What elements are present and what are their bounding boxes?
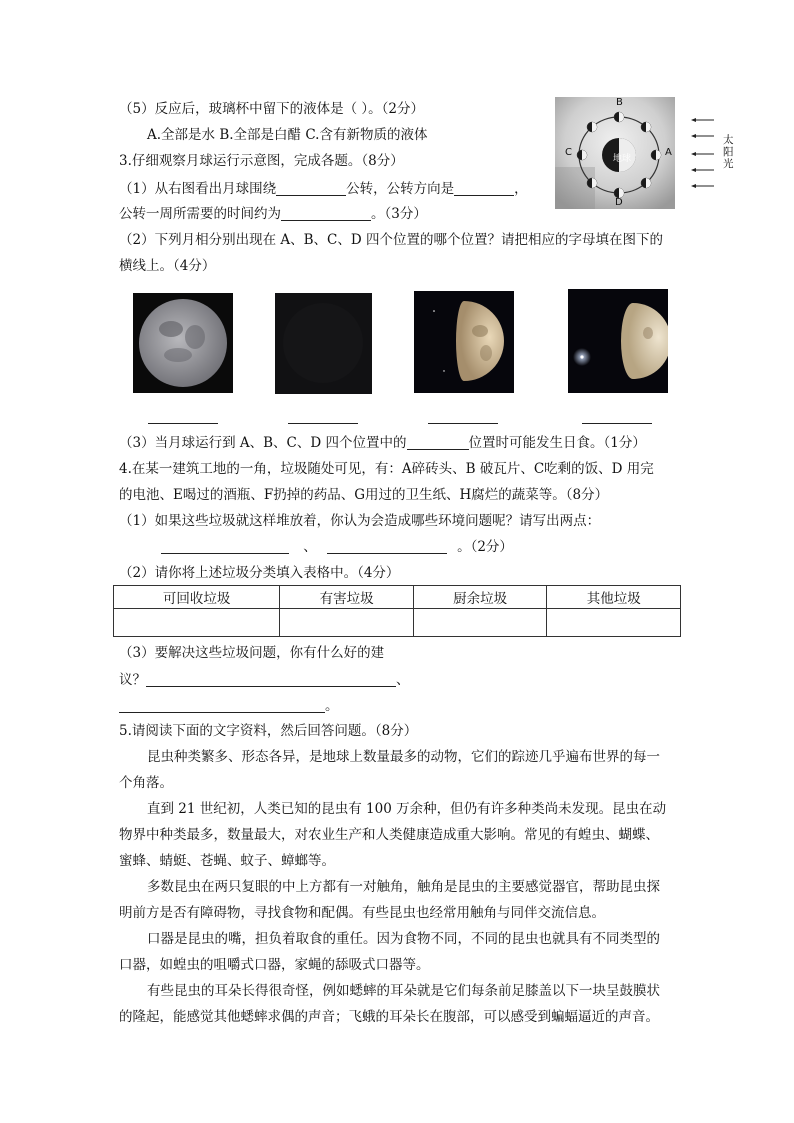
phase-answer-blank-3[interactable]: [428, 422, 498, 424]
q5-para5-line1: 有些昆虫的耳朵长得很奇怪，例如蟋蟀的耳朵就是它们每条前足膝盖以下一块呈鼓膜状: [147, 983, 660, 999]
question-3-3: [119, 434, 646, 452]
question-3-title: 3.仔细观察月球运行示意图，完成各题。（8分）: [119, 153, 404, 169]
answer-blank-eclipse[interactable]: [407, 435, 469, 450]
cell-kitchen[interactable]: [413, 609, 547, 637]
q5-para5-line2: 的隆起，能感觉其他蟋蟀求偶的声音；飞蛾的耳朵长在腹部，可以感受到蝙蝠逼近的声音。: [119, 1009, 659, 1025]
question-4-title: 4.在某一建筑工地的一角，垃圾随处可见，有：A碎砖头、B 破瓦片、C吃剩的饭、D 用完: [119, 461, 654, 477]
q3-3-text-b: 位置时可能发生日食。（1分）: [468, 435, 646, 451]
answer-blank-period[interactable]: [281, 206, 371, 221]
header-hazardous: 有害垃圾: [280, 586, 414, 609]
position-label-a: A: [665, 147, 672, 158]
q5-para4-line2: 口器，如蝗虫的咀嚼式口器，家蝇的舔吸式口器等。: [119, 957, 430, 973]
q3-1-text-c: ，: [514, 181, 528, 197]
answer-blank-orbit-center[interactable]: [276, 181, 346, 196]
cell-other[interactable]: [547, 609, 681, 637]
q4-1-sep: 、: [303, 539, 317, 555]
sunlight-arrows-svg: [690, 114, 714, 194]
sunlight-label: 太阳光: [723, 134, 734, 170]
moon-photo-full-moon: [133, 293, 233, 393]
first-quarter-moon-icon: [414, 291, 514, 393]
answer-blank-direction[interactable]: [454, 181, 514, 196]
answer-blank-suggestion-2[interactable]: [119, 698, 325, 713]
earth-label: 地球: [613, 154, 632, 164]
full-moon-icon: [133, 293, 233, 393]
position-label-b: B: [616, 97, 623, 108]
question-4-title-cont: 的电池、E喝过的酒瓶、F扔掉的药品、G用过的卫生纸、H腐烂的蔬菜等。（8分）: [119, 487, 609, 503]
q3-1-text-d: 公转一周所需要的时间约为: [119, 206, 281, 222]
header-kitchen: 厨余垃圾: [413, 586, 547, 609]
moon-photo-first-quarter: [414, 291, 514, 393]
question-4-2: （2）请你将上述垃圾分类填入表格中。（4分）: [119, 565, 400, 581]
q5-para2-line2: 物界中种类最多，数量最大，对农业生产和人类健康造成重大影响。常见的有蝗虫、蝴蝶、: [119, 827, 659, 843]
q4-3-end: 。: [325, 698, 339, 714]
q3-1-text-a: （1）从右图看出月球围绕: [119, 181, 277, 197]
question-3-1-cont: [119, 205, 427, 223]
question-3-1: [119, 180, 528, 198]
q4-3-text-b: 议？: [119, 672, 146, 688]
q5-para1-line2: 个角落。: [119, 775, 173, 791]
answer-blank-suggestion-1[interactable]: [146, 672, 396, 687]
moon-photo-crescent: [568, 289, 668, 393]
question-2-5-options: A.全部是水 B.全部是白醋 C.含有新物质的液体: [147, 127, 428, 143]
q3-1-text-e: 。（3分）: [371, 206, 427, 222]
moon-photo-new-moon: [275, 293, 372, 394]
header-other: 其他垃圾: [547, 586, 681, 609]
question-3-2: （2）下列月相分别出现在 A、B、C、D 四个位置的哪个位置？请把相应的字母填在图下的: [119, 232, 663, 248]
answer-blank-problem-1[interactable]: [161, 539, 289, 554]
question-5-title: 5.请阅读下面的文字资料，然后回答问题。（8分）: [119, 723, 418, 739]
waste-classification-table: [113, 585, 681, 637]
q4-3-sep: 、: [396, 672, 410, 688]
question-4-3-cont: [119, 671, 410, 689]
answer-blank-problem-2[interactable]: [327, 539, 447, 554]
question-2-5: （5）反应后，玻璃杯中留下的液体是（ ）。（2分）: [119, 101, 424, 117]
phase-answer-blank-2[interactable]: [288, 422, 358, 424]
crescent-moon-icon: [568, 289, 668, 393]
moon-orbit-diagram: [555, 97, 675, 209]
question-4-3-cont2: [119, 697, 339, 715]
position-label-d: D: [615, 197, 623, 208]
table-row: [114, 609, 681, 637]
q3-3-text-a: （3）当月球运行到 A、B、C、D 四个位置中的: [119, 435, 407, 451]
header-recyclable: 可回收垃圾: [114, 586, 280, 609]
question-4-1-answers: [161, 538, 513, 556]
question-3-2-cont: 横线上。（4分）: [119, 258, 216, 274]
q5-para3-line2: 明前方是否有障碍物，寻找食物和配偶。有些昆虫也经常用触角与同伴交流信息。: [119, 905, 605, 921]
cell-hazardous[interactable]: [280, 609, 414, 637]
q5-para2-line3: 蜜蜂、蜻蜓、苍蝇、蚊子、蟑螂等。: [119, 853, 335, 869]
q5-para1-line1: 昆虫种类繁多、形态各异，是地球上数量最多的动物，它们的踪迹几乎遍布世界的每一: [147, 749, 660, 765]
position-label-c: C: [565, 147, 572, 158]
question-4-1: （1）如果这些垃圾就这样堆放着，你认为会造成哪些环境问题呢？请写出两点：: [119, 513, 601, 529]
phase-answer-blank-4[interactable]: [582, 422, 652, 424]
table-header-row: [114, 586, 681, 609]
q5-para3-line1: 多数昆虫在两只复眼的中上方都有一对触角，触角是昆虫的主要感觉器官，帮助昆虫探: [147, 879, 660, 895]
question-4-3: （3）要解决这些垃圾问题，你有什么好的建: [119, 645, 385, 661]
phase-answer-blank-1[interactable]: [148, 422, 218, 424]
sunlight-arrows: [690, 114, 714, 194]
q3-1-text-b: 公转，公转方向是: [346, 181, 455, 197]
q5-para4-line1: 口器是昆虫的嘴，担负着取食的重任。因为食物不同，不同的昆虫也就具有不同类型的: [147, 931, 660, 947]
q4-1-end: 。（2分）: [457, 539, 513, 555]
new-moon-icon: [275, 293, 372, 394]
q5-para2-line1: 直到 21 世纪初，人类已知的昆虫有 100 万余种，但仍有许多种类尚未发现。昆虫在动: [147, 801, 667, 817]
cell-recyclable[interactable]: [114, 609, 280, 637]
